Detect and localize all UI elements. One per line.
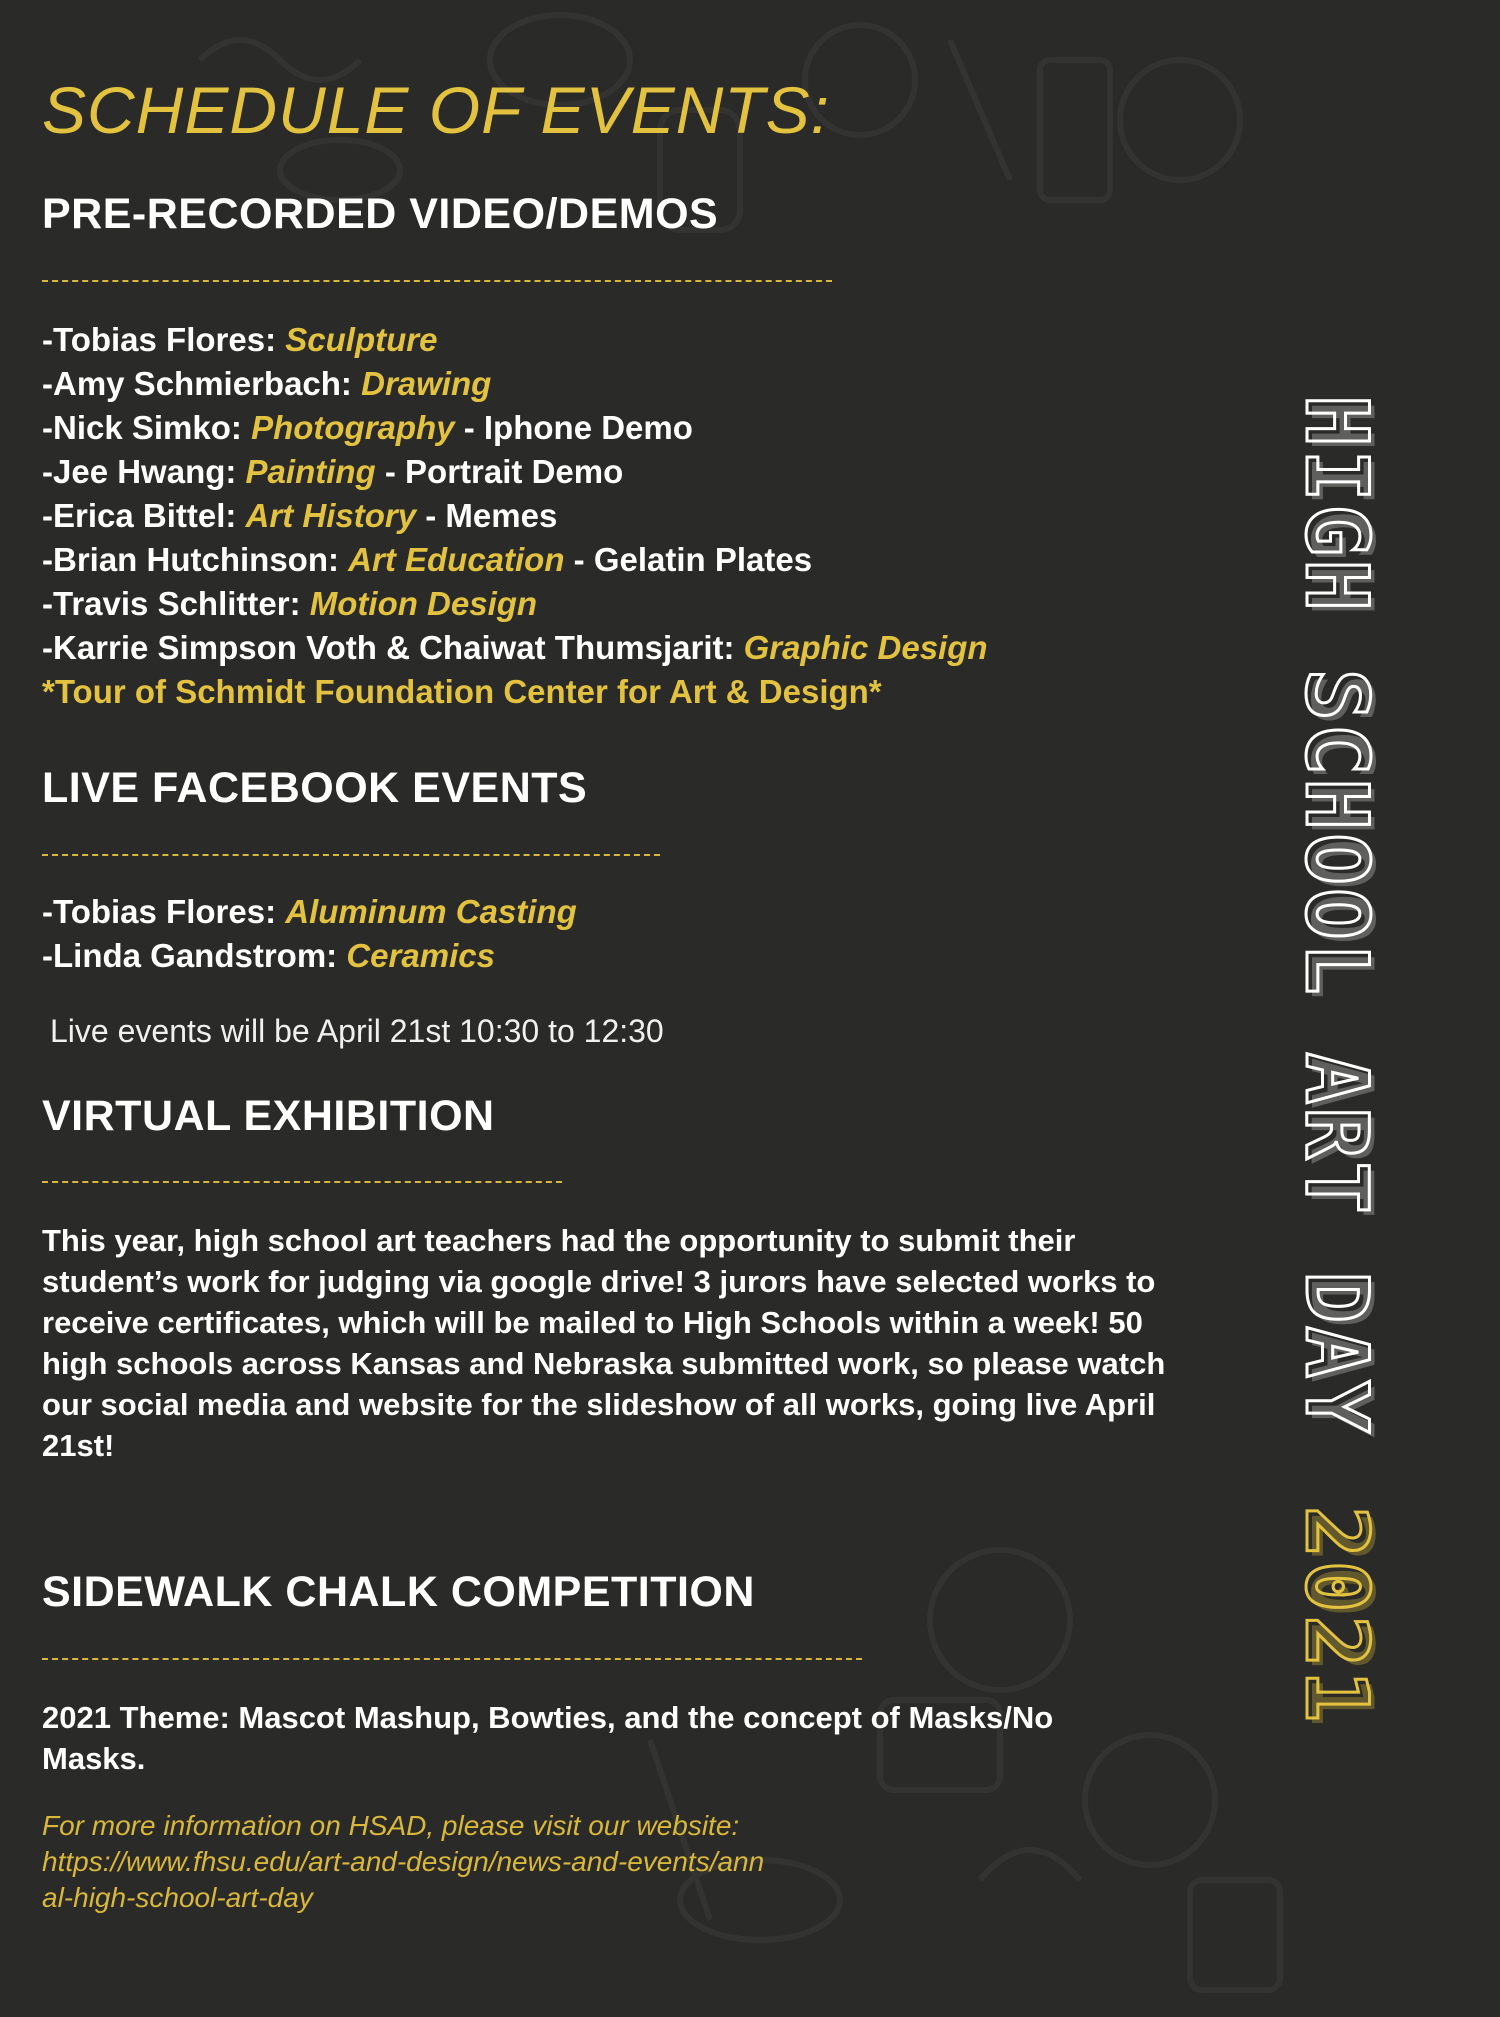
presenter-name: -Amy Schmierbach:	[42, 365, 352, 402]
list-item	[42, 362, 988, 406]
demo-detail: - Memes	[425, 497, 558, 534]
discipline: Graphic Design	[743, 629, 988, 666]
section-divider	[42, 1181, 562, 1183]
tour-item: *Tour of Schmidt Foundation Center for Art & Design*	[42, 673, 882, 710]
facebook-list	[42, 890, 577, 978]
list-item	[42, 494, 988, 538]
exhibition-heading: VIRTUAL EXHIBITION	[42, 1092, 495, 1140]
website-note	[42, 1808, 764, 1916]
list-item	[42, 934, 577, 978]
presenter-name: -Linda Gandstrom:	[42, 937, 338, 974]
list-item	[42, 538, 988, 582]
prerecorded-list	[42, 318, 988, 714]
discipline: Sculpture	[285, 321, 438, 358]
list-item	[42, 318, 988, 362]
presenter-name: -Tobias Flores:	[42, 321, 277, 358]
list-item	[42, 890, 577, 934]
event-year: 2021	[1286, 1505, 1386, 1725]
list-item	[42, 626, 988, 670]
section-divider	[42, 1658, 862, 1660]
presenter-name: -Travis Schlitter:	[42, 585, 301, 622]
page-title: SCHEDULE OF EVENTS:	[42, 73, 830, 147]
list-item	[42, 406, 988, 450]
section-divider	[42, 854, 660, 856]
live-events-note: Live events will be April 21st 10:30 to 12:30	[50, 1013, 664, 1049]
discipline: Motion Design	[309, 585, 538, 622]
presenter-name: -Brian Hutchinson:	[42, 541, 339, 578]
discipline: Photography	[251, 409, 455, 446]
prerecorded-heading: PRE-RECORDED VIDEO/DEMOS	[42, 190, 719, 238]
section-divider	[42, 280, 832, 282]
chalk-heading: SIDEWALK CHALK COMPETITION	[42, 1568, 755, 1616]
presenter-name: -Nick Simko:	[42, 409, 242, 446]
list-item	[42, 450, 988, 494]
discipline: Art Education	[348, 541, 565, 578]
chalk-body: 2021 Theme: Mascot Mashup, Bowties, and the concept of Masks/No Masks.	[42, 1700, 1054, 1776]
presenter-name: -Karrie Simpson Voth & Chaiwat Thumsjarit:	[42, 629, 735, 666]
presenter-name: -Jee Hwang:	[42, 453, 237, 490]
discipline: Ceramics	[346, 937, 495, 974]
demo-detail: - Gelatin Plates	[573, 541, 813, 578]
demo-detail: - Iphone Demo	[463, 409, 693, 446]
discipline: Drawing	[361, 365, 492, 402]
discipline: Painting	[245, 453, 376, 490]
presenter-name: -Erica Bittel:	[42, 497, 237, 534]
website-link[interactable]: https://www.fhsu.edu/art-and-design/news-and-events/ann	[42, 1846, 765, 1877]
presenter-name: -Tobias Flores:	[42, 893, 277, 930]
website-link-continued[interactable]: al-high-school-art-day	[42, 1882, 313, 1913]
website-intro: For more information on HSAD, please visit our website:	[42, 1810, 740, 1841]
exhibition-body: This year, high school art teachers had the opportunity to submit their student’s work for judging via google drive! 3 jurors have selected works to receive certificates, which will be mailed to High Schools within a week! 50 high schools across Kansas and Nebraska submitted work, so please watch our social media and website for the slideshow of all works, going live April 21st!	[42, 1223, 1166, 1463]
discipline: Art History	[245, 497, 417, 534]
list-item	[42, 582, 988, 626]
event-title-vertical	[1286, 395, 1386, 1725]
discipline: Aluminum Casting	[285, 893, 577, 930]
event-title: HIGH SCHOOL ART DAY	[1286, 395, 1386, 1436]
demo-detail: - Portrait Demo	[384, 453, 624, 490]
facebook-heading: LIVE FACEBOOK EVENTS	[42, 764, 588, 812]
